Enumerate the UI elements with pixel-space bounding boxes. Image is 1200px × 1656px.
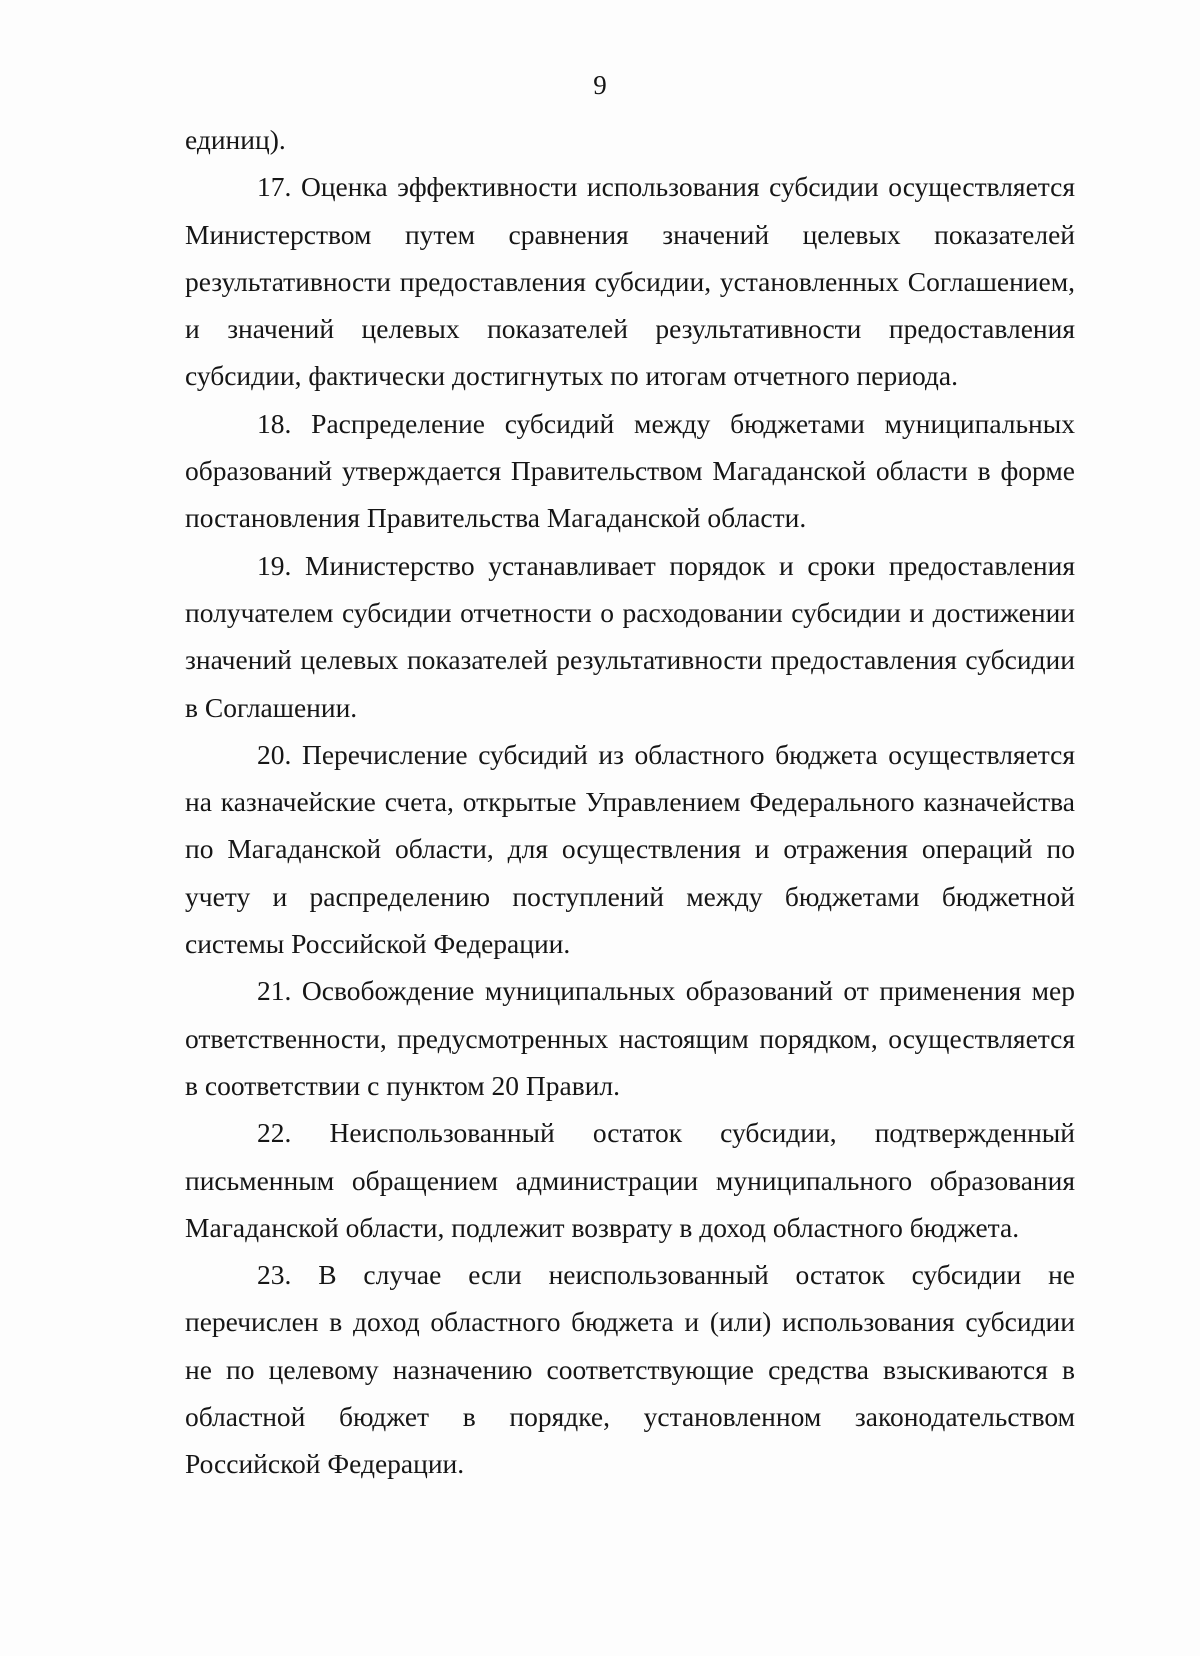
paragraph-23: 23. В случае если неиспользованный остаток субсидии не перечислен в доход областного бюджета и (или) использования субсидии не по целевому назначению соответствующие средства взыскиваются в областной бюджет в порядке, установленном законодательством Российской Федерации. (185, 1259, 1075, 1480)
paragraph-19: 19. Министерство устанавливает порядок и сроки предоставления получателем субсидии отчетности о расходовании субсидии и достижении значений целевых показателей результативности предоставления субсидии в Соглашении. (185, 549, 1075, 723)
paragraph-continuation: единиц). (185, 124, 286, 155)
paragraph-20: 20. Перечисление субсидий из областного бюджета осуществляется на казначейские счета, открытые Управлением Федерального казначейства по Магаданской области, для осуществления и отражения операций по учету и распределению поступлений между бюджетами бюджетной системы Российской Федерации. (185, 738, 1075, 960)
paragraph-18: 18. Распределение субсидий между бюджетами муниципальных образований утверждается Правительством Магаданской области в форме постановления Правительства Магаданской области. (185, 407, 1075, 534)
paragraph-17: 17. Оценка эффективности использования субсидии осуществляется Министерством путем сравнения значений целевых показателей результативности предоставления субсидии, установленных Соглашением, и значений целевых показателей результативности предоставления субсидии, фактически достигнутых по итогам отчетного периода. (185, 171, 1075, 392)
paragraph-21: 21. Освобождение муниципальных образований от применения мер ответственности, предусмотренных настоящим порядком, осуществляется в соответствии с пунктом 20 Правил. (185, 975, 1075, 1101)
paragraph-22: 22. Неиспользованный остаток субсидии, подтвержденный письменным обращением администрации муниципального образования Магаданской области, подлежит возврату в доход областного бюджета. (185, 1117, 1075, 1243)
page-number: 9 (593, 70, 607, 100)
document-body (185, 116, 1075, 1488)
